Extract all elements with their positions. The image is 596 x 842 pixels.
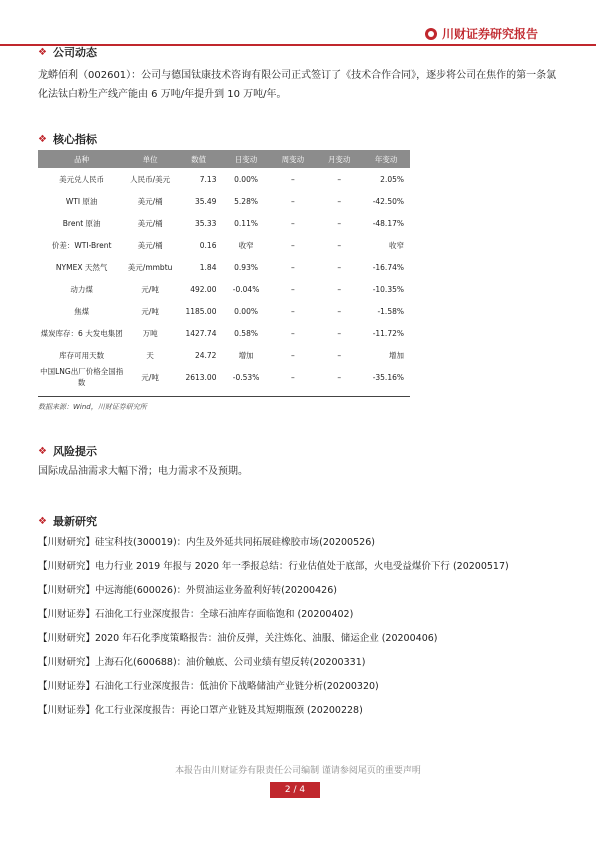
brand-logo-icon: [425, 28, 437, 40]
table-cell-month: –: [337, 218, 342, 228]
table-header-row: [38, 150, 410, 168]
table-cell-value: 7.13: [199, 174, 217, 184]
table-cell-week: –: [290, 284, 295, 294]
diamond-bullet-icon: ❖: [38, 46, 47, 58]
table-cell-unit: 美元/桶: [137, 196, 163, 206]
table-cell-unit: 美元/mmbtu: [127, 262, 173, 272]
table-cell-value: 35.49: [194, 196, 217, 206]
section-indicators-title: ❖ 核心指标: [38, 133, 97, 146]
table-cell-year: -42.50%: [372, 196, 404, 206]
table-cell-month: –: [337, 350, 342, 360]
table-cell-name: 库存可用天数: [59, 350, 105, 360]
table-cell-month: –: [337, 328, 342, 338]
col-header: 月变动: [316, 150, 362, 168]
table-cell-unit: 元/吨: [141, 372, 159, 382]
table-cell-name: Brent 原油: [62, 218, 101, 228]
table-cell-year: -48.17%: [372, 218, 404, 228]
table-cell-week: –: [290, 174, 295, 184]
data-source-note: 数据来源：Wind，川财证券研究所: [38, 403, 147, 411]
research-item[interactable]: 【川财研究】2020 年石化季度策略报告：油价反弹，关注炼化、油服、储运企业 (20200406): [38, 633, 438, 644]
diamond-bullet-icon: ❖: [38, 445, 47, 457]
table-row: [38, 234, 410, 256]
table-cell-name: 中国LNG出厂价格全国指数: [40, 367, 124, 387]
table-cell-name: 煤炭库存：6 大发电集团: [40, 328, 123, 338]
research-list: [38, 535, 558, 727]
table-cell-year: -11.72%: [372, 328, 404, 338]
table-cell-week: –: [290, 196, 295, 206]
brand-header: [425, 25, 538, 42]
table-row: [38, 322, 410, 344]
table-cell-day: 0.58%: [234, 328, 258, 338]
table-cell-value: 1185.00: [185, 306, 217, 316]
table-cell-day: 0.00%: [234, 306, 258, 316]
research-item[interactable]: 【川财证券】石油化工行业深度报告：全球石油库存面临饱和 (20200402): [38, 609, 354, 620]
table-cell-value: 24.72: [194, 350, 217, 360]
table-cell-value: 2613.00: [185, 372, 217, 382]
table-cell-day: 5.28%: [234, 196, 258, 206]
table-cell-day: -0.53%: [232, 372, 260, 382]
table-cell-week: –: [290, 218, 295, 228]
table-cell-day: 0.00%: [234, 174, 258, 184]
table-row: [38, 212, 410, 234]
research-item[interactable]: 【川财研究】电力行业 2019 年报与 2020 年一季报总结：行业估值处于底部，火电受益煤价下行 (20200517): [38, 561, 509, 572]
table-cell-week: –: [290, 372, 295, 382]
table-cell-day: 0.93%: [234, 262, 258, 272]
table-cell-year: 2.05%: [380, 174, 404, 184]
table-cell-unit: 元/吨: [141, 284, 159, 294]
table-cell-week: –: [290, 262, 295, 272]
table-cell-year: -1.58%: [377, 306, 404, 316]
table-cell-year: -16.74%: [372, 262, 404, 272]
table-cell-year: 增加: [389, 350, 404, 360]
table-row: [38, 300, 410, 322]
table-row: [38, 278, 410, 300]
section-company-title: ❖ 公司动态: [38, 46, 97, 59]
table-bottom-rule: [38, 396, 410, 397]
table-cell-name: WTI 原油: [65, 196, 98, 206]
section-risk-title: ❖ 风险提示: [38, 445, 97, 458]
company-news-text: 龙蟒佰利（002601）：公司与德国钛康技术咨询有限公司正式签订了《技术合作合同》，逐步将公司在焦作的第一条氯化法钛白粉生产线产能由 6 万吨/年提升到 10 万吨/年。: [38, 70, 557, 100]
table-row: [38, 366, 410, 388]
table-cell-name: 动力煤: [70, 284, 93, 294]
table-cell-day: 收窄: [238, 240, 254, 250]
brand-name: 川财证券研究报告: [441, 27, 538, 41]
table-cell-unit: 美元/桶: [137, 240, 163, 250]
footer-disclaimer: 本报告由川财证券有限责任公司编制 谨请参阅尾页的重要声明: [175, 766, 421, 776]
table-cell-month: –: [337, 174, 342, 184]
table-cell-week: –: [290, 240, 295, 250]
research-item[interactable]: 【川财研究】硅宝科技(300019)：内生及外延共同拓展硅橡胶市场(20200526): [38, 537, 375, 548]
table-cell-name: 焦煤: [74, 306, 90, 316]
table-cell-week: –: [290, 328, 295, 338]
col-header: 周变动: [270, 150, 316, 168]
diamond-bullet-icon: ❖: [38, 515, 47, 527]
table-cell-value: 0.16: [199, 240, 217, 250]
table-cell-unit: 万吨: [142, 328, 158, 338]
col-header: 日变动: [222, 150, 269, 168]
table-cell-unit: 天: [146, 350, 154, 360]
research-item[interactable]: 【川财研究】中远海能(600026)：外贸油运业务盈利好转(20200426): [38, 585, 337, 596]
table-cell-day: 增加: [238, 350, 254, 360]
col-header: 品种: [38, 150, 125, 168]
table-cell-week: –: [290, 350, 295, 360]
table-cell-year: 收窄: [389, 240, 404, 250]
table-cell-name: 价差：WTI-Brent: [51, 240, 112, 250]
table-cell-month: –: [337, 372, 342, 382]
table-cell-name: 美元兑人民币: [59, 174, 105, 184]
table-row: [38, 190, 410, 212]
table-cell-value: 492.00: [190, 284, 217, 294]
page-number: 2 / 4: [270, 782, 320, 798]
section-research-title: ❖ 最新研究: [38, 515, 97, 528]
col-header: 单位: [125, 150, 175, 168]
table-cell-unit: 人民币/美元: [130, 174, 171, 184]
table-cell-month: –: [337, 240, 342, 250]
table-cell-value: 35.33: [194, 218, 217, 228]
table-cell-week: –: [290, 306, 295, 316]
table-cell-year: -35.16%: [372, 372, 404, 382]
table-cell-year: -10.35%: [372, 284, 404, 294]
table-cell-month: –: [337, 262, 342, 272]
table-row: [38, 168, 410, 190]
indicators-table: [38, 150, 410, 388]
research-item[interactable]: 【川财研究】上海石化(600688)：油价触底、公司业绩有望反转(20200331): [38, 657, 366, 668]
table-cell-month: –: [337, 196, 342, 206]
table-cell-unit: 元/吨: [141, 306, 159, 316]
risk-text: 国际成品油需求大幅下滑；电力需求不及预期。: [38, 466, 248, 477]
research-item[interactable]: 【川财证券】化工行业深度报告：再论口罩产业链及其短期瓶颈 (20200228): [38, 705, 363, 716]
table-cell-value: 1427.74: [185, 328, 217, 338]
table-cell-name: NYMEX 天然气: [55, 262, 108, 272]
table-row: [38, 256, 410, 278]
table-cell-month: –: [337, 284, 342, 294]
table-cell-unit: 美元/桶: [137, 218, 163, 228]
col-header: 数值: [175, 150, 223, 168]
table-cell-day: -0.04%: [232, 284, 260, 294]
table-row: [38, 344, 410, 366]
table-cell-day: 0.11%: [234, 218, 258, 228]
table-cell-value: 1.84: [199, 262, 217, 272]
research-item[interactable]: 【川财证券】石油化工行业深度报告：低油价下战略储油产业链分析(20200320): [38, 681, 379, 692]
col-header: 年变动: [362, 150, 410, 168]
table-cell-month: –: [337, 306, 342, 316]
diamond-bullet-icon: ❖: [38, 133, 47, 145]
